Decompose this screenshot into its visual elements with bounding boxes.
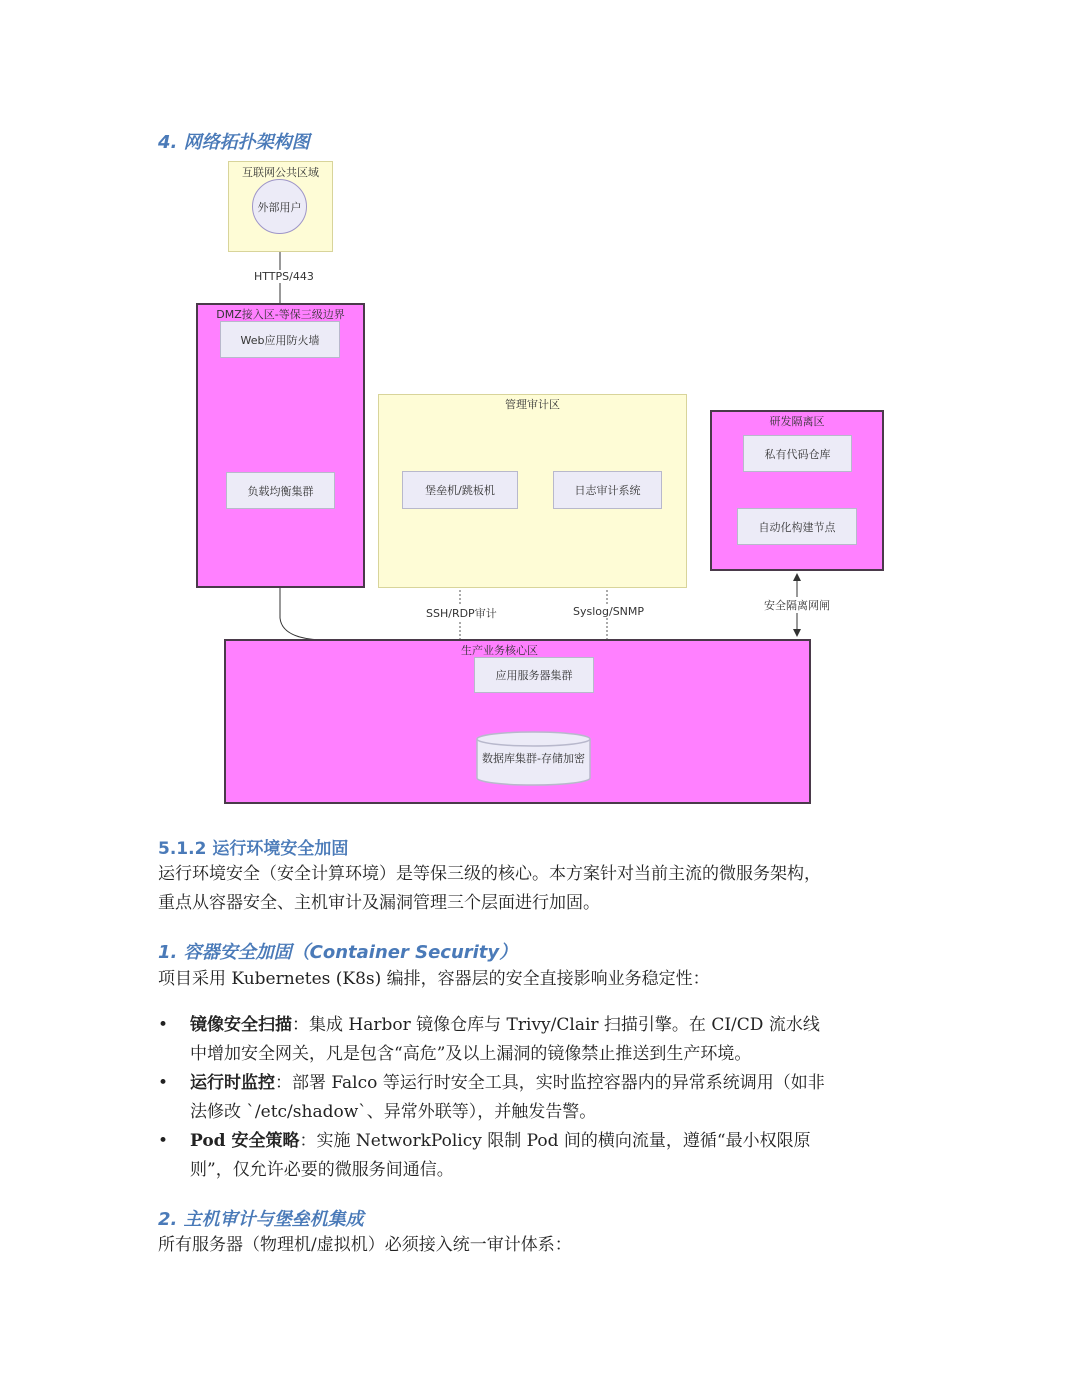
- code-repo-node: 私有代码仓库: [743, 435, 852, 472]
- section-1-title: 1. 容器安全加固（Container Security）: [158, 942, 518, 963]
- management-zone-title: 管理审计区: [505, 398, 560, 411]
- section-512-paragraph: [158, 860, 918, 918]
- list-item-line-2: 中增加安全网关，凡是包含“高危”及以上漏洞的镜像禁止推送到生产环境。: [190, 1044, 752, 1064]
- bullet-dot: •: [158, 1073, 169, 1093]
- section-2-intro: 所有服务器（物理机/虚拟机）必须接入统一审计体系：: [158, 1235, 572, 1255]
- syslog-edge-label: Syslog/SNMP: [573, 605, 645, 618]
- bullet-dot: •: [158, 1131, 169, 1151]
- ssh-edge-label: SSH/RDP审计: [426, 607, 497, 620]
- section-4-title: 4. 网络拓扑架构图: [158, 132, 310, 153]
- section-2-title: 2. 主机审计与堡垒机集成: [158, 1209, 364, 1230]
- list-item-line-2: 法修改 `/etc/shadow`、异常外联等），并触发告警。: [190, 1102, 597, 1122]
- https-edge-label: HTTPS/443: [254, 270, 314, 283]
- list-item-runtime-monitor: • 运行时监控：部署 Falco 等运行时安全工具，实时监控容器内的异常系统调用（如非 法修改 `/etc/shadow`、异常外联等），并触发告警。: [158, 1069, 928, 1127]
- gateway-edge-label: 安全隔离网闸: [764, 599, 830, 612]
- waf-node: Web应用防火墙: [220, 321, 340, 358]
- list-item-bold-label: 运行时监控: [190, 1073, 275, 1093]
- load-balancer-node: 负载均衡集群: [226, 472, 335, 509]
- section-512-line-1: 运行环境安全（安全计算环境）是等保三级的核心。本方案针对当前主流的微服务架构，: [158, 864, 821, 884]
- bullet-dot: •: [158, 1015, 169, 1035]
- build-node: 自动化构建节点: [737, 508, 857, 545]
- bastion-node: 堡垒机/跳板机: [402, 471, 518, 509]
- list-item-line-1: 实施 NetworkPolicy 限制 Pod 间的横向流量，遵循“最小权限原: [316, 1131, 811, 1151]
- list-item-line-1: 部署 Falco 等运行时安全工具，实时监控容器内的异常系统调用（如非: [292, 1073, 825, 1093]
- database-label: 数据库集群-存储加密: [482, 752, 585, 765]
- production-zone-title: 生产业务核心区: [461, 644, 538, 657]
- rd-zone-title: 研发隔离区: [769, 415, 825, 428]
- list-item-bold-label: 镜像安全扫描: [190, 1015, 292, 1035]
- app-server-cluster-node: 应用服务器集群: [474, 657, 594, 693]
- list-item-line-1: 集成 Harbor 镜像仓库与 Trivy/Clair 扫描引擎。在 CI/CD 流水线: [309, 1015, 820, 1035]
- container-security-list: [158, 1011, 928, 1185]
- section-512-title: 5.1.2 运行环境安全加固: [158, 839, 349, 859]
- list-item-image-scan: • 镜像安全扫描：集成 Harbor 镜像仓库与 Trivy/Clair 扫描引擎。在 CI/CD 流水线 中增加安全网关，凡是包含“高危”及以上漏洞的镜像禁止推送到生产环境。: [158, 1011, 928, 1069]
- list-item-bold-label: Pod 安全策略: [190, 1131, 300, 1151]
- list-item-line-2: 则”，仅允许必要的微服务间通信。: [190, 1160, 454, 1180]
- database-cluster-node: [476, 731, 591, 786]
- section-512-line-2: 重点从容器安全、主机审计及漏洞管理三个层面进行加固。: [158, 893, 600, 913]
- log-audit-node: 日志审计系统: [553, 471, 662, 509]
- list-item-pod-policy: • Pod 安全策略：实施 NetworkPolicy 限制 Pod 间的横向流量，遵循“最小权限原 则”，仅允许必要的微服务间通信。: [158, 1127, 928, 1185]
- internet-zone-title: 互联网公共区域: [242, 166, 319, 179]
- dmz-zone-title: DMZ接入区-等保三级边界: [216, 308, 345, 321]
- section-1-intro: 项目采用 Kubernetes (K8s) 编排，容器层的安全直接影响业务稳定性：: [158, 969, 710, 989]
- external-user-node: 外部用户: [252, 179, 307, 234]
